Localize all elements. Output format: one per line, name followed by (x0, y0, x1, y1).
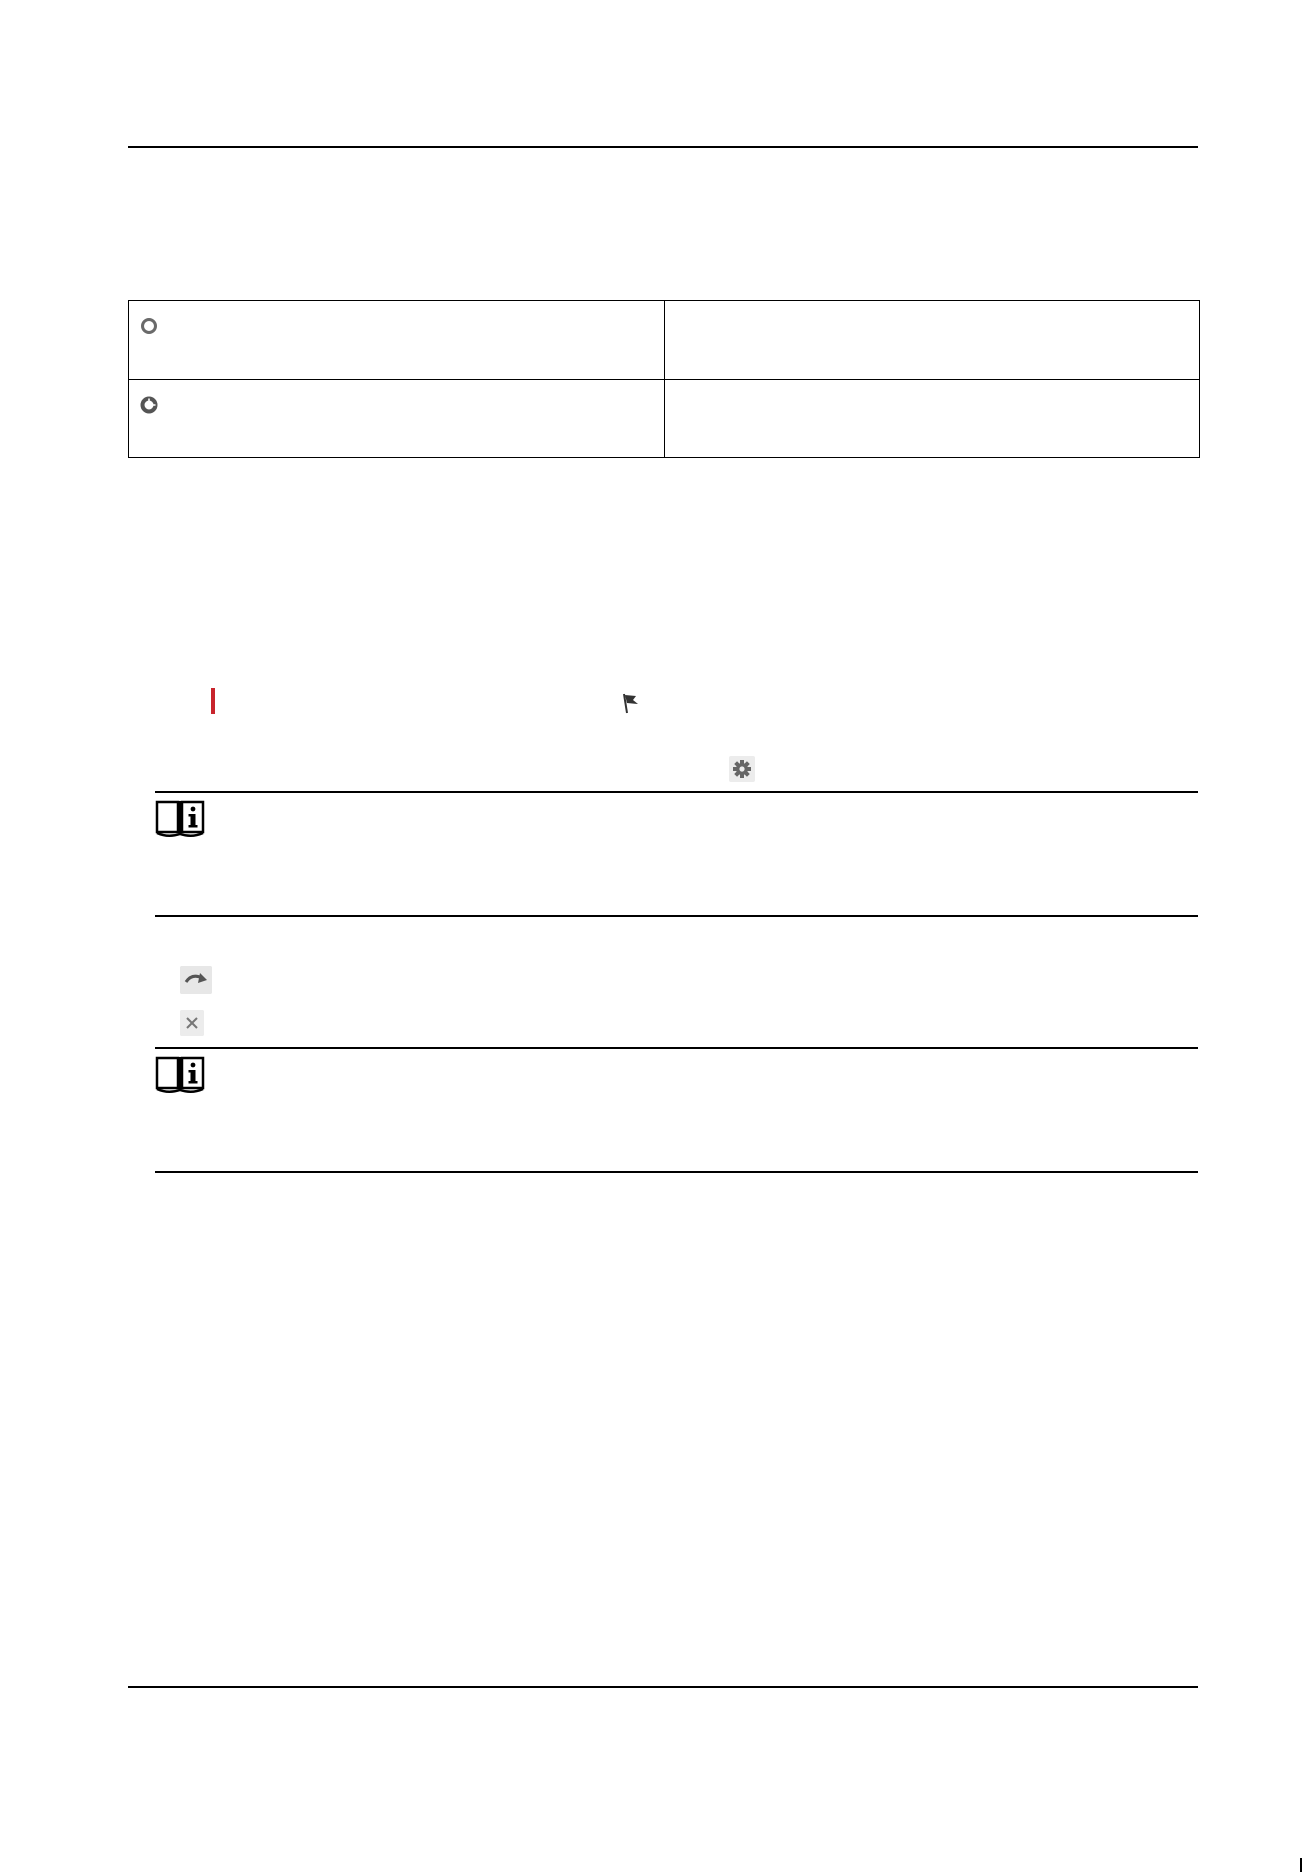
icon-table (128, 300, 1200, 458)
redo-icon[interactable] (180, 966, 212, 994)
table-row-divider (129, 379, 1199, 380)
flag-icon[interactable] (621, 692, 641, 714)
close-icon[interactable] (180, 1010, 204, 1036)
note-box (155, 1047, 1198, 1173)
gear-icon[interactable] (729, 756, 755, 782)
info-book-icon (155, 1055, 207, 1095)
note-box (155, 791, 1198, 917)
info-book-icon (155, 799, 207, 839)
ring-icon (140, 317, 158, 335)
ring-segment-icon (140, 396, 158, 414)
header-divider (128, 146, 1198, 148)
page-corner-mark (1300, 1858, 1302, 1872)
red-marker (211, 688, 215, 714)
footer-divider (128, 1686, 1198, 1688)
